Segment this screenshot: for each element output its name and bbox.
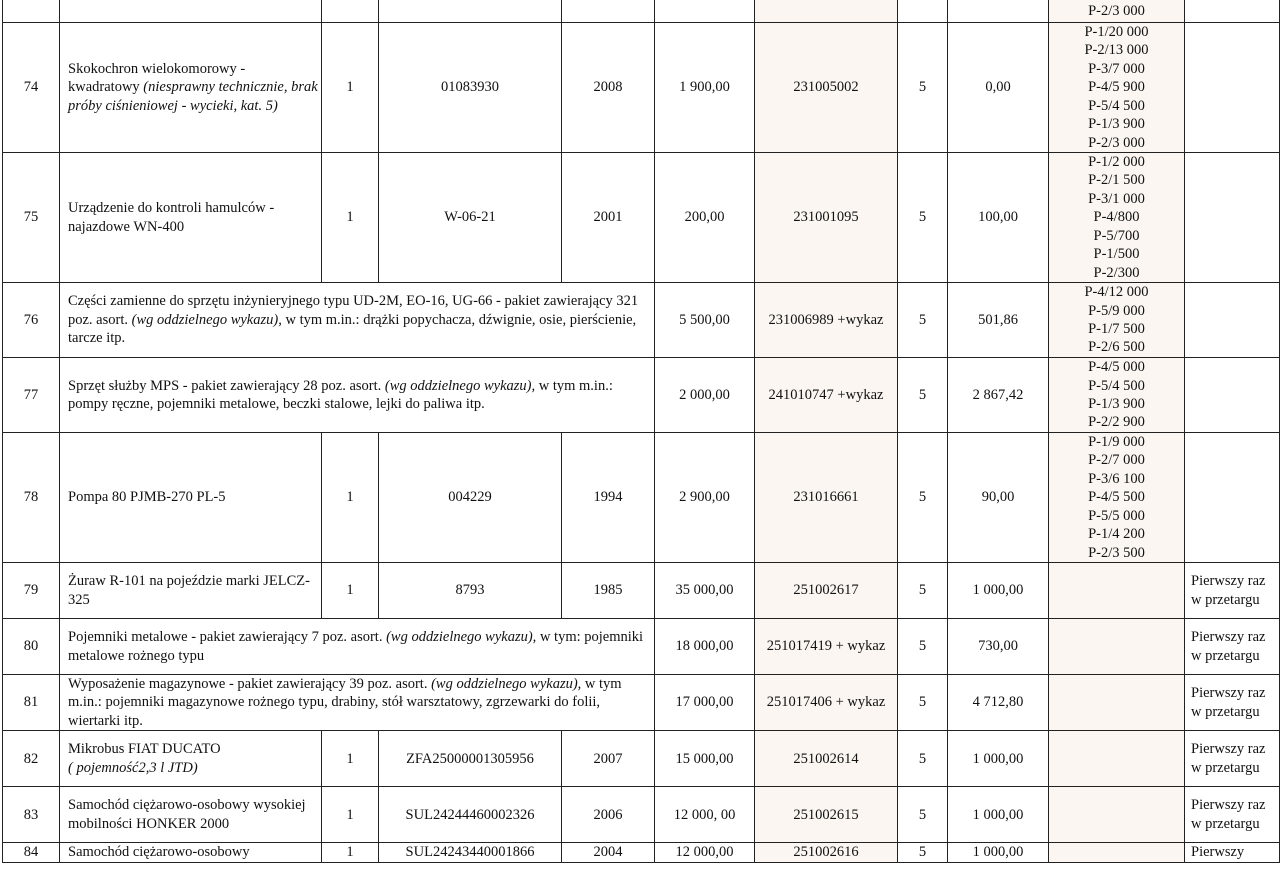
price-steps bbox=[1049, 563, 1185, 619]
serial-number: 01083930 bbox=[379, 23, 562, 153]
price-steps bbox=[1049, 619, 1185, 675]
quantity: 1 bbox=[322, 843, 379, 862]
table-row bbox=[3, 358, 1280, 433]
item-name: Wyposażenie magazynowe - pakiet zawierający 39 poz. asort. (wg oddzielnego wykazu), w tym m.in.: pojemniki magazynowe rożnego typu, drabiny, stół warsztatowy, zgrzewarki do folii, wiertarki itp. bbox=[60, 675, 655, 731]
production-year: 1985 bbox=[562, 563, 655, 619]
inventory-code: 251002615 bbox=[755, 787, 898, 843]
category: 5 bbox=[898, 619, 948, 675]
remarks: Pierwszy raz w przetargu bbox=[1185, 619, 1280, 675]
item-name: Żuraw R-101 na pojeździe marki JELCZ-325 bbox=[60, 563, 322, 619]
inventory-code: 251017406 + wykaz bbox=[755, 675, 898, 731]
row-number: 75 bbox=[3, 153, 60, 283]
table-row bbox=[3, 731, 1280, 787]
price: 4 712,80 bbox=[948, 675, 1049, 731]
table-row bbox=[3, 433, 1280, 563]
category: 5 bbox=[898, 358, 948, 433]
remarks bbox=[1185, 433, 1280, 563]
book-value: 15 000,00 bbox=[655, 731, 755, 787]
item-name: Mikrobus FIAT DUCATO ( pojemność2,3 l JTD) bbox=[60, 731, 322, 787]
row-number: 74 bbox=[3, 23, 60, 153]
price-steps: P-4/5 000 P-5/4 500 P-1/3 900 P-2/2 900 bbox=[1049, 358, 1185, 433]
quantity: 1 bbox=[322, 731, 379, 787]
production-year: 1994 bbox=[562, 433, 655, 563]
item-name: Sprzęt służby MPS - pakiet zawierający 28 poz. asort. (wg oddzielnego wykazu), w tym m.in.: pompy ręczne, pojemniki metalowe, beczki stalowe, lejki do paliwa itp. bbox=[60, 358, 655, 433]
row-number: 78 bbox=[3, 433, 60, 563]
serial-number: W-06-21 bbox=[379, 153, 562, 283]
item-name: Samochód ciężarowo-osobowy wysokiej mobilności HONKER 2000 bbox=[60, 787, 322, 843]
table-row bbox=[3, 843, 1280, 862]
item-name: Urządzenie do kontroli hamulców - najazdowe WN-400 bbox=[60, 153, 322, 283]
price: 1 000,00 bbox=[948, 843, 1049, 862]
price: 100,00 bbox=[948, 153, 1049, 283]
production-year: 2008 bbox=[562, 23, 655, 153]
item-name: Pompa 80 PJMB-270 PL-5 bbox=[60, 433, 322, 563]
inventory-code: 251002614 bbox=[755, 731, 898, 787]
price: 0,00 bbox=[948, 23, 1049, 153]
row-number: 81 bbox=[3, 675, 60, 731]
row-number: 84 bbox=[3, 843, 60, 862]
price-steps: P-1/2 000 P-2/1 500 P-3/1 000 P-4/800 P-5/700 P-1/500 P-2/300 bbox=[1049, 153, 1185, 283]
category: 5 bbox=[898, 563, 948, 619]
remarks: Pierwszy raz w przetargu bbox=[1185, 563, 1280, 619]
price-steps bbox=[1049, 843, 1185, 862]
row-number: 82 bbox=[3, 731, 60, 787]
inventory-code: 231016661 bbox=[755, 433, 898, 563]
category: 5 bbox=[898, 787, 948, 843]
price-steps: P-4/12 000 P-5/9 000 P-1/7 500 P-2/6 500 bbox=[1049, 283, 1185, 358]
table-row bbox=[3, 153, 1280, 283]
remarks bbox=[1185, 23, 1280, 153]
inventory-code: 231001095 bbox=[755, 153, 898, 283]
book-value: 18 000,00 bbox=[655, 619, 755, 675]
serial-number: ZFA25000001305956 bbox=[379, 731, 562, 787]
remarks: Pierwszy raz w przetargu bbox=[1185, 731, 1280, 787]
item-name: Skokochron wielokomorowy - kwadratowy (niesprawny technicznie, brak próby ciśnieniowej - wycieki, kat. 5) bbox=[60, 23, 322, 153]
price-steps bbox=[1049, 731, 1185, 787]
table-row bbox=[3, 619, 1280, 675]
inventory-code: 231005002 bbox=[755, 23, 898, 153]
inventory-code: 241010747 +wykaz bbox=[755, 358, 898, 433]
price-steps: P-1/20 000 P-2/13 000 P-3/7 000 P-4/5 900 P-5/4 500 P-1/3 900 P-2/3 000 bbox=[1049, 23, 1185, 153]
price: 1 000,00 bbox=[948, 563, 1049, 619]
serial-number: 004229 bbox=[379, 433, 562, 563]
inventory-code: 251002617 bbox=[755, 563, 898, 619]
price: 1 000,00 bbox=[948, 787, 1049, 843]
table-row bbox=[3, 0, 1280, 23]
price: 730,00 bbox=[948, 619, 1049, 675]
price-steps bbox=[1049, 675, 1185, 731]
category: 5 bbox=[898, 731, 948, 787]
quantity: 1 bbox=[322, 563, 379, 619]
category: 5 bbox=[898, 153, 948, 283]
category: 5 bbox=[898, 675, 948, 731]
remarks bbox=[1185, 283, 1280, 358]
item-name: Pojemniki metalowe - pakiet zawierający 7 poz. asort. (wg oddzielnego wykazu), w tym: pojemniki metalowe rożnego typu bbox=[60, 619, 655, 675]
book-value: 12 000, 00 bbox=[655, 787, 755, 843]
book-value: 1 900,00 bbox=[655, 23, 755, 153]
item-name: Części zamienne do sprzętu inżynieryjnego typu UD-2M, EO-16, UG-66 - pakiet zawierający 321 poz. asort. (wg oddzielnego wykazu), w tym m.in.: drążki popychacza, dźwignie, osie, pierścienie, tarcze itp. bbox=[60, 283, 655, 358]
price: 1 000,00 bbox=[948, 731, 1049, 787]
quantity: 1 bbox=[322, 787, 379, 843]
serial-number: 8793 bbox=[379, 563, 562, 619]
category: 5 bbox=[898, 843, 948, 862]
price: 90,00 bbox=[948, 433, 1049, 563]
quantity: 1 bbox=[322, 153, 379, 283]
production-year: 2007 bbox=[562, 731, 655, 787]
production-year: 2004 bbox=[562, 843, 655, 862]
inventory-code: 251002616 bbox=[755, 843, 898, 862]
book-value: 200,00 bbox=[655, 153, 755, 283]
remarks bbox=[1185, 358, 1280, 433]
table-row bbox=[3, 563, 1280, 619]
row-number: 79 bbox=[3, 563, 60, 619]
remarks: Pierwszy raz w przetargu bbox=[1185, 787, 1280, 843]
category: 5 bbox=[898, 283, 948, 358]
book-value: 2 000,00 bbox=[655, 358, 755, 433]
price-steps: P-1/9 000 P-2/7 000 P-3/6 100 P-4/5 500 P-5/5 000 P-1/4 200 P-2/3 500 bbox=[1049, 433, 1185, 563]
category: 5 bbox=[898, 23, 948, 153]
book-value: 2 900,00 bbox=[655, 433, 755, 563]
remarks bbox=[1185, 153, 1280, 283]
category: 5 bbox=[898, 433, 948, 563]
table-row bbox=[3, 675, 1280, 731]
price: 501,86 bbox=[948, 283, 1049, 358]
quantity: 1 bbox=[322, 23, 379, 153]
serial-number: SUL24243440001866 bbox=[379, 843, 562, 862]
row-number: 76 bbox=[3, 283, 60, 358]
table-row bbox=[3, 787, 1280, 843]
serial-number: SUL24244460002326 bbox=[379, 787, 562, 843]
price-steps: P-2/3 000 bbox=[1049, 0, 1185, 23]
book-value: 17 000,00 bbox=[655, 675, 755, 731]
row-number: 77 bbox=[3, 358, 60, 433]
inventory-code: 251017419 + wykaz bbox=[755, 619, 898, 675]
row-number: 80 bbox=[3, 619, 60, 675]
table-row bbox=[3, 23, 1280, 153]
production-year: 2006 bbox=[562, 787, 655, 843]
production-year: 2001 bbox=[562, 153, 655, 283]
inventory-code: 231006989 +wykaz bbox=[755, 283, 898, 358]
book-value: 5 500,00 bbox=[655, 283, 755, 358]
price: 2 867,42 bbox=[948, 358, 1049, 433]
item-name: Samochód ciężarowo-osobowy bbox=[60, 843, 322, 862]
row-number: 83 bbox=[3, 787, 60, 843]
quantity: 1 bbox=[322, 433, 379, 563]
remarks: Pierwszy bbox=[1185, 843, 1280, 862]
table-row bbox=[3, 283, 1280, 358]
book-value: 35 000,00 bbox=[655, 563, 755, 619]
price-steps bbox=[1049, 787, 1185, 843]
book-value: 12 000,00 bbox=[655, 843, 755, 862]
auction-items-table bbox=[2, 0, 1280, 863]
remarks: Pierwszy raz w przetargu bbox=[1185, 675, 1280, 731]
